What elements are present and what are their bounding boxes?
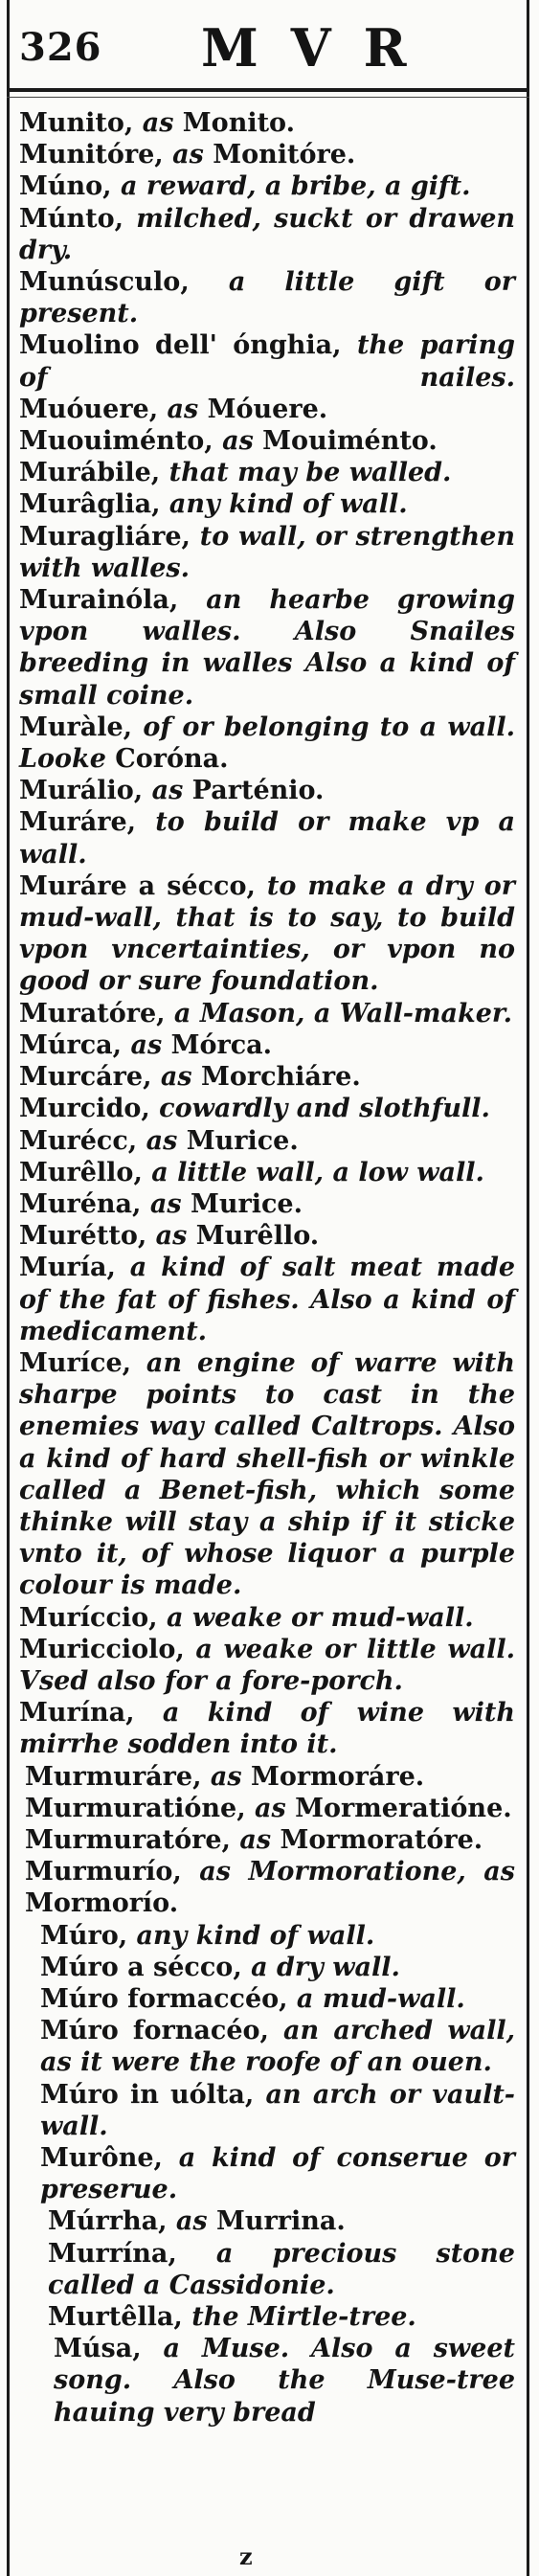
- dictionary-entry: [19, 107, 515, 139]
- dictionary-entry: [19, 712, 515, 775]
- gloss: an engine of warre with sharpe points to cast in the enemies way called Caltrops. Also a kind of hard shell-fish or winkle called a Benet-fish, which some thinke will stay a ship if it sticke vnto it, of whose liquor a purple colour is made.: [19, 1347, 515, 1601]
- gloss: a little wall, a low wall.: [142, 1157, 484, 1187]
- headword: Muouiménto,: [19, 426, 213, 457]
- dictionary-entry: [19, 1093, 515, 1124]
- dictionary-entry: [19, 806, 515, 870]
- cross-reference: Monitóre.: [213, 140, 356, 170]
- headword: Murálio,: [19, 776, 144, 806]
- gloss: cowardly and slothfull.: [149, 1094, 490, 1124]
- dictionary-entry: [19, 1029, 515, 1061]
- dictionary-entry: [19, 139, 515, 170]
- headword: Múrrha,: [48, 2206, 168, 2237]
- gloss: milched, suckt or drawen dry.: [19, 203, 515, 265]
- gloss: as Mormoratione, as: [181, 1857, 515, 1887]
- headword: Muratóre,: [19, 998, 166, 1028]
- headword: Muría,: [19, 1253, 116, 1283]
- dictionary-entry: [19, 1125, 515, 1157]
- cross-reference: Murrina.: [216, 2206, 346, 2237]
- headword: Muragliáre,: [19, 521, 191, 552]
- gloss: a Mason, a Wall-maker.: [165, 998, 513, 1028]
- headword: Murcido,: [19, 1094, 150, 1124]
- headword: Murmurío,: [25, 1857, 182, 1887]
- dictionary-entry: [19, 584, 515, 712]
- headword: Murábile,: [19, 458, 161, 488]
- cross-reference: Murice.: [190, 1188, 303, 1219]
- gloss: as: [158, 394, 208, 424]
- dictionary-entry: [19, 870, 515, 998]
- dictionary-entry: [19, 2079, 515, 2142]
- headword: Murcáre,: [19, 1062, 152, 1093]
- headword: Muríce,: [19, 1347, 132, 1378]
- headword: Muricciolo,: [19, 1634, 185, 1664]
- gloss: as: [151, 1062, 201, 1093]
- gloss: a kind of conserue or preserue.: [40, 2143, 515, 2205]
- left-border-rule: [7, 0, 10, 2576]
- gloss: to wall, or strengthen with walles.: [19, 521, 515, 583]
- gloss: as: [167, 2206, 216, 2237]
- cross-reference: Mormorío.: [25, 1888, 179, 1919]
- headword: Múro,: [40, 1920, 128, 1951]
- dictionary-entry: [19, 266, 515, 329]
- running-head: MVR: [201, 17, 439, 79]
- headword: Muràle,: [19, 712, 133, 742]
- gloss: a mud-wall.: [287, 1983, 465, 2014]
- page-number: 326: [19, 25, 102, 70]
- gloss: the Mirtle-tree.: [182, 2302, 416, 2333]
- gloss: as: [163, 140, 213, 170]
- headword: Muóuere,: [19, 394, 159, 424]
- gloss: as: [230, 1824, 281, 1855]
- dictionary-entry: [19, 1634, 515, 1697]
- headword: Murainóla,: [19, 585, 179, 616]
- dictionary-entry: [19, 2238, 515, 2301]
- dictionary-entry: [19, 1793, 515, 1824]
- gloss: as: [122, 1029, 171, 1060]
- gloss: a dry wall.: [241, 1952, 400, 1982]
- headword: Múro fornacéo,: [40, 2016, 269, 2046]
- gloss: a Muse. Also a sweet song. Also the Muse-tree hauing very bread: [54, 2334, 515, 2428]
- dictionary-entry: [19, 1824, 515, 1856]
- dictionary-entry: [19, 1061, 515, 1093]
- dictionary-entry: [19, 1856, 515, 1919]
- cross-reference: Móuere.: [207, 394, 328, 424]
- dictionary-entry: [19, 1157, 515, 1188]
- headword: Murécc,: [19, 1125, 138, 1156]
- headword: Múnto,: [19, 203, 124, 234]
- cross-reference: Mórca.: [170, 1029, 273, 1060]
- gloss: a kind of salt meat made of the fat of fishes. Also a kind of medicament.: [19, 1253, 515, 1346]
- dictionary-entry: [19, 1761, 515, 1793]
- dictionary-entry: [19, 2205, 515, 2237]
- gloss: that may be walled.: [160, 458, 452, 488]
- headword: Murína,: [19, 1698, 135, 1729]
- headword: Murône,: [40, 2143, 163, 2173]
- gloss: as: [141, 1188, 191, 1219]
- headword: Murrína,: [48, 2238, 177, 2269]
- gloss: the paring of nailes.: [19, 330, 515, 393]
- dictionary-entry: [19, 457, 515, 488]
- dictionary-entry: [19, 1252, 515, 1347]
- header-rule-thin: [7, 97, 529, 98]
- dictionary-entry: [19, 1952, 515, 1983]
- header-rule: [7, 88, 529, 92]
- headword: Muolino dell' ónghia,: [19, 330, 342, 361]
- headword: Murmuratióne,: [25, 1793, 246, 1823]
- headword: Músa,: [54, 2334, 142, 2364]
- headword: Múrca,: [19, 1029, 123, 1060]
- headword: Muráre a sécco,: [19, 870, 256, 901]
- headword: Múro a sécco,: [40, 1952, 242, 1982]
- headword: Munitóre,: [19, 140, 164, 170]
- gloss: as: [143, 776, 192, 806]
- right-border-rule: [527, 0, 529, 2576]
- gloss: a weake or mud-wall.: [157, 1602, 474, 1633]
- cross-reference: Murice.: [186, 1125, 299, 1156]
- cross-reference: Mormoratóre.: [280, 1824, 483, 1855]
- cross-reference: Coróna.: [115, 744, 229, 775]
- cross-reference: Mouiménto.: [262, 426, 438, 457]
- dictionary-entry: [19, 2333, 515, 2429]
- gloss: a precious stone called a Cassidonie.: [48, 2238, 515, 2300]
- dictionary-entry: [19, 998, 515, 1029]
- gloss: as: [213, 426, 263, 457]
- gloss: of or belonging to a wall. Looke: [19, 712, 515, 775]
- gloss: an arch or vault-wall.: [40, 2079, 516, 2141]
- dictionary-entry: [19, 1920, 515, 1952]
- dictionary-entry: [19, 170, 515, 202]
- gloss: as: [201, 1761, 251, 1792]
- dictionary-entry: [19, 1188, 515, 1220]
- gloss: a reward, a bribe, a gift.: [111, 171, 471, 202]
- dictionary-entry: [19, 488, 515, 520]
- headword: Múro formaccéo,: [40, 1983, 288, 2014]
- headword: Murêllo,: [19, 1157, 143, 1187]
- headword: Muréna,: [19, 1188, 142, 1219]
- headword: Munito,: [19, 108, 134, 138]
- dictionary-entry: [19, 1602, 515, 1634]
- headword: Múro in uólta,: [40, 2079, 255, 2110]
- dictionary-entry: [19, 2301, 515, 2333]
- cross-reference: Murêllo.: [195, 1221, 320, 1252]
- gloss: a weake or little wall. Vsed also for a fore-porch.: [19, 1634, 515, 1696]
- dictionary-entry: [19, 1697, 515, 1760]
- headword: Murtêlla,: [48, 2302, 183, 2333]
- dictionary-entry: [19, 2142, 515, 2205]
- gloss: a kind of wine with mirrhe sodden into it.: [19, 1698, 515, 1760]
- headword: Murétto,: [19, 1221, 147, 1252]
- headword: Murâglia,: [19, 489, 161, 520]
- gloss: as: [146, 1221, 196, 1252]
- gloss: to make a dry or mud-wall, that is to say, to build vpon vncertainties, or vpon no good or sure foundation.: [19, 870, 515, 997]
- page-header: [0, 0, 539, 88]
- headword: Muráre,: [19, 807, 137, 838]
- gloss: as: [137, 1125, 187, 1156]
- dictionary-entry: [19, 425, 515, 457]
- headword: Muríccio,: [19, 1602, 158, 1633]
- headword: Múno,: [19, 171, 112, 202]
- dictionary-entry: [19, 521, 515, 584]
- dictionary-entry: [19, 775, 515, 806]
- gloss: a little gift or present.: [19, 267, 515, 329]
- cross-reference: Parténio.: [191, 776, 325, 806]
- dictionary-entry: [19, 1983, 515, 2015]
- headword: Murmuráre,: [25, 1761, 202, 1792]
- headword: Murmuratóre,: [25, 1824, 231, 1855]
- dictionary-entry: [19, 203, 515, 266]
- gloss: to build or make vp a wall.: [19, 807, 515, 870]
- gloss: an arched wall, as it were the roofe of an ouen.: [40, 2016, 515, 2078]
- gloss: as: [133, 108, 183, 138]
- cross-reference: Monito.: [182, 108, 295, 138]
- gloss: as: [245, 1793, 296, 1823]
- gloss: any kind of wall.: [127, 1920, 375, 1951]
- catchword: z: [239, 2542, 253, 2570]
- dictionary-entry: [19, 329, 515, 393]
- gloss: any kind of wall.: [160, 489, 408, 520]
- cross-reference: Mormeratióne.: [295, 1793, 512, 1823]
- dictionary-entry: [19, 1347, 515, 1602]
- headword: Munúsculo,: [19, 267, 190, 298]
- entry-list: [19, 107, 515, 2429]
- cross-reference: Mormoráre.: [250, 1761, 425, 1792]
- dictionary-entry: [19, 394, 515, 425]
- dictionary-entry: [19, 1220, 515, 1252]
- cross-reference: Morchiáre.: [200, 1062, 361, 1093]
- gloss: an hearbe growing vpon walles. Also Snailes breeding in walles Also a kind of small coine.: [19, 585, 515, 711]
- dictionary-entry: [19, 2015, 515, 2078]
